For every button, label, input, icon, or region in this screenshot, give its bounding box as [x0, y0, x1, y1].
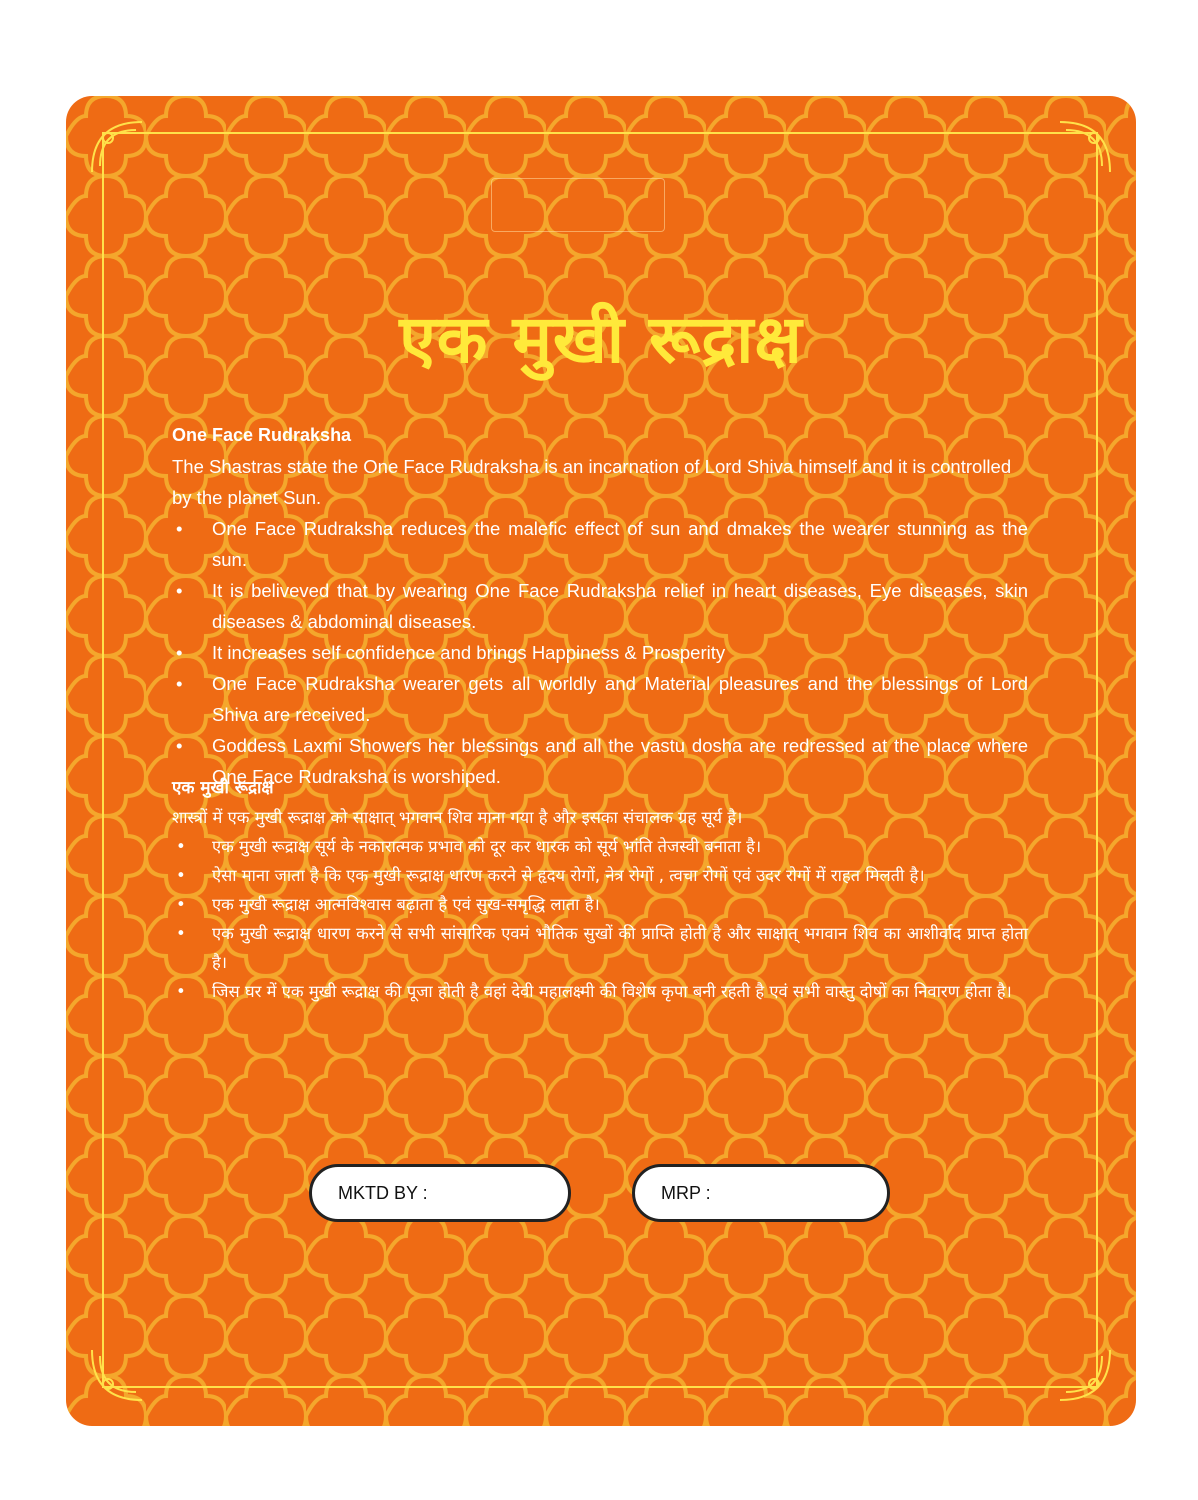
list-item: • जिस घर में एक मुखी रूद्राक्ष की पूजा होती है वहां देवी महालक्ष्मी की विशेष कृपा बनी रहती है एवं सभी वास्तु दोषों का निवारण होता है। [172, 977, 1028, 1006]
list-item: • एक मुखी रूद्राक्ष आत्मविश्वास बढ़ाता है एवं सुख-समृद्धि लाता है। [172, 890, 1028, 919]
list-item: • Goddess Laxmi Showers her blessings and all the vastu dosha are redressed at the place where One Face Rudraksha is worshiped. [172, 730, 1028, 792]
hindi-intro: शास्त्रों में एक मुखी रूद्राक्ष को साक्षात् भगवान शिव माना गया है और इसका संचालक ग्रह सूर्य है। [172, 808, 743, 827]
english-section [172, 420, 1028, 792]
corner-ornament-top-right [1054, 116, 1116, 178]
mktd-by-label-box: MKTD BY : [309, 1164, 571, 1222]
hindi-heading: एक मुखी रूद्राक्ष [172, 778, 274, 798]
corner-ornament-bottom-right [1054, 1344, 1116, 1406]
page-title: एक मुखी रूद्राक्ष [399, 301, 803, 378]
english-intro: The Shastras state the One Face Rudraksha is an incarnation of Lord Shiva himself and it is controlled by the planet Sun. [172, 456, 1012, 508]
list-item: • एक मुखी रूद्राक्ष धारण करने से सभी सांसारिक एवमं भौतिक सुखों की प्राप्ति होती है और साक्षात् भगवान शिव का आशीर्वाद प्राप्त होता है। [172, 919, 1028, 977]
hindi-bullet-list [172, 832, 1028, 1006]
hindi-section [172, 774, 1028, 1006]
list-item: • It increases self confidence and brings Happiness & Prosperity [172, 637, 1028, 668]
english-bullet-list [172, 513, 1028, 792]
corner-ornament-bottom-left [86, 1344, 148, 1406]
mrp-label-box: MRP : [632, 1164, 890, 1222]
list-item: • ऐसा माना जाता है कि एक मुखी रूद्राक्ष धारण करने से हृदय रोगों, नेत्र रोगों , त्वचा रोगों एवं उदर रोगों में राहत मिलती है। [172, 861, 1028, 890]
list-item: • It is beliveved that by wearing One Face Rudraksha relief in heart diseases, Eye diseases, skin diseases & abdominal diseases. [172, 575, 1028, 637]
list-item: • One Face Rudraksha reduces the malefic effect of sun and dmakes the wearer stunning as the sun. [172, 513, 1028, 575]
english-heading: One Face Rudraksha [172, 425, 352, 445]
product-card-back [66, 96, 1136, 1426]
list-item: • एक मुखी रूद्राक्ष सूर्य के नकारात्मक प्रभाव को दूर कर धारक को सूर्य भांति तेजस्वी बनाता है। [172, 832, 1028, 861]
corner-ornament-top-left [86, 116, 148, 178]
list-item: • One Face Rudraksha wearer gets all worldly and Material pleasures and the blessings of Lord Shiva are received. [172, 668, 1028, 730]
